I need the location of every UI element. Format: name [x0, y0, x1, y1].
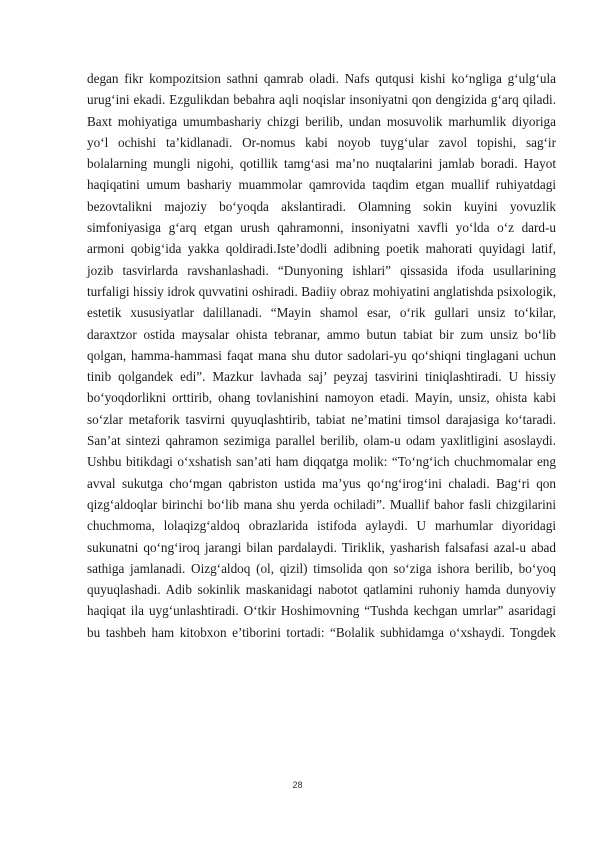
page-number: 28	[292, 780, 303, 790]
body-paragraph: degan fikr kompozitsion sathni qamrab oladi. Nafs qutqusi kishi ko‘ngliga g‘ulg‘ula urug‘ini ekadi. Ezgulikdan bebahra aqli noqislar insoniyatni qon dengizida g‘arq qiladi. Baxt mohiyatiga umumbashariy chizgi berilib, undan mosuvolik marhumlik diyoriga yo‘l ochishi ta’kidlanadi. Or-nomus kabi noyob tuyg‘ular zavol topishi, sag‘ir bolalarning mungli nigohi, qotillik tamg‘asi ma’no nuqtalarini jamlab boradi. Hayot haqiqatini umum bashariy muammolar qamrovida taqdim etgan muallif ruhiyatdagi bezovtalikni majoziy bo‘yoqda akslantiradi. Olamning sokin kuyini yovuzlik simfoniyasiga g‘arq etgan urush qahramonni, insoniyatni xavfli yo‘lda o‘z dard-u armoni qobig‘ida yakka qoldiradi.Iste’dodli adibning poetik mahorati quyidagi latif, jozib tasvirlarda ravshanlashadi. “Dunyoning ishlari” qissasida ifoda usullarining turfaligi hissiy idrok quvvatini oshiradi. Badiiy obraz mohiyatini anglatishda psixologik, estetik xususiyatlar dalillanadi. “Mayin shamol esar, o‘rik gullari unsiz to‘kilar, daraxtzor ostida maysalar ohista tebranar, ammo butun tabiat bir zum unsiz bo‘lib qolgan, hamma-hammasi faqat mana shu dutor sadolari-yu qo‘shiqni tinglagani uchun tinib qolgandek edi”. Mazkur lavhada saj’ peyzaj tasvirini tiniqlashtiradi. U hissiy bo‘yoqdorlikni orttirib, ohang tovlanishini namoyon etadi. Mayin, unsiz, ohista kabi so‘zlar metaforik tasvirni quyuqlashtirib, tabiat ne’matini timsol darajasiga ko‘taradi. San’at sintezi qahramon sezimiga parallel berilib, olam-u odam yaxlitligini asoslaydi. Ushbu bitikdagi o‘xshatish san’ati ham diqqatga molik: “To‘ng‘ich chuchmomalar eng avval sukutga cho‘mgan qabriston ustida ma’yus qo‘ng‘irog‘ini chaladi. Bag‘ri qon qizg‘aldoqlar birinchi bo‘lib mana shu yerda ochiladi”. Muallif bahor fasli chizgilarini chuchmoma, lolaqizg‘aldoq obrazlarida istifoda aylaydi. U marhumlar diyoridagi sukunatni qo‘ng‘iroq jarangi bilan pardalaydi. Tiriklik, yasharish falsafasi azal-u abad sathiga jamlanadi. Oizg‘aldoq (ol, qizil) timsolida qon so‘ziga ishora berilib, bo‘yoq quyuqlashadi. Adib sokinlik maskanidagi nabotot qatlamini ruhoniy hamda dunyoviy haqiqat ila uyg‘unlashtiradi. O‘tkir Hoshimovning “Tushda kechgan umrlar” asaridagi bu tashbeh ham kitobxon e’tiborini tortadi: “Bolalik subhidamga o‘xshaydi. Tongdek	[87, 71, 556, 640]
